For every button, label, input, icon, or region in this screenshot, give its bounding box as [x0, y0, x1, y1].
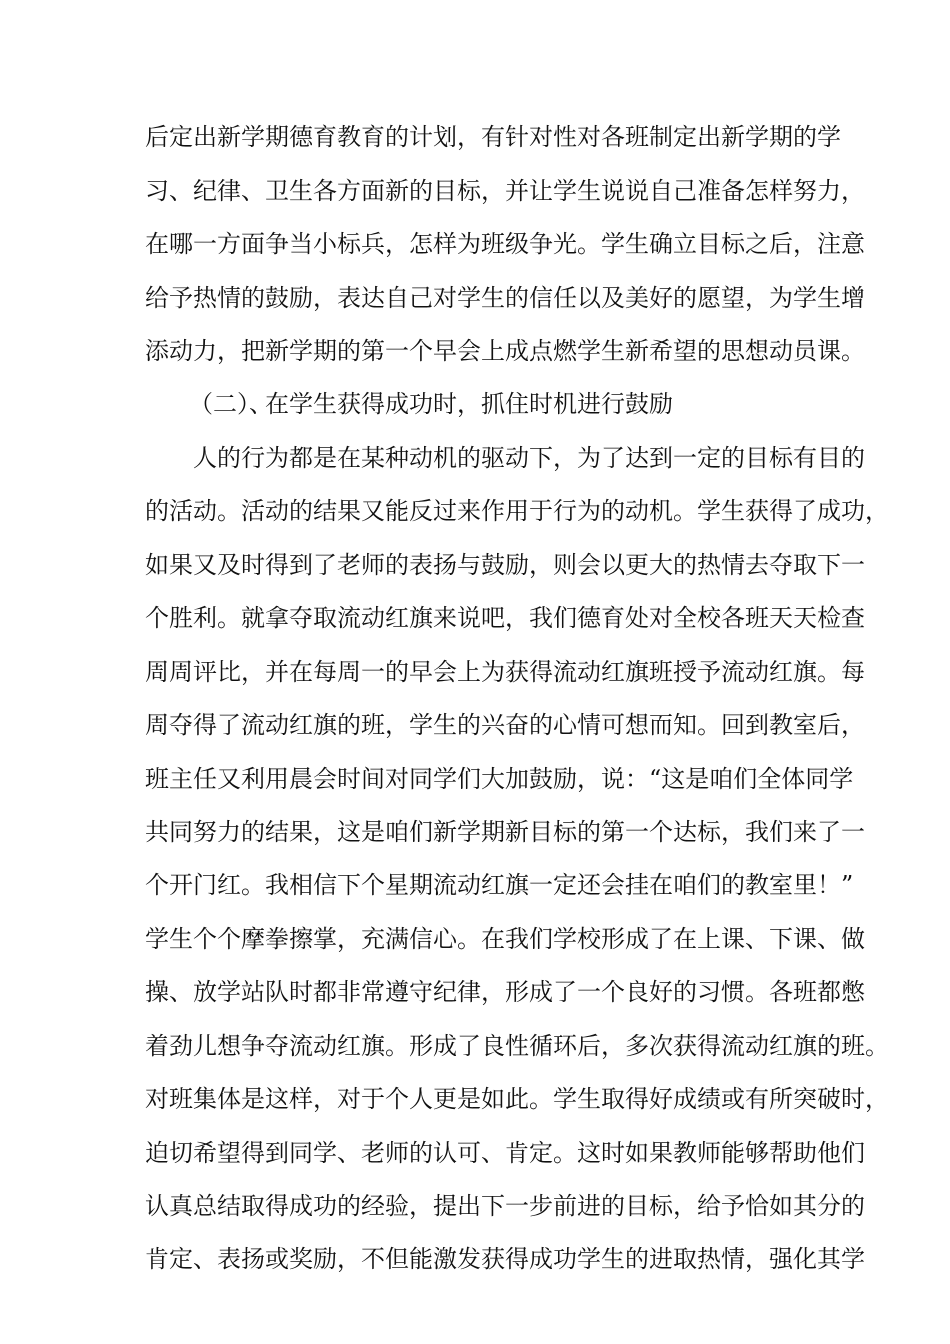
paragraph-line: 个胜利。就拿夺取流动红旗来说吧，我们德育处对全校各班天天检查 — [145, 604, 865, 632]
paragraph-line: 学生个个摩拳擦掌，充满信心。在我们学校形成了在上课、下课、做 — [145, 925, 865, 953]
section-heading — [189, 389, 673, 419]
paragraph-line: 后定出新学期德育教育的计划，有针对性对各班制定出新学期的学 — [145, 123, 841, 151]
paragraph-line: 的活动。活动的结果又能反过来作用于行为的动机。学生获得了成功， — [145, 497, 889, 525]
section-title: 在学生获得成功时，抓住时机进行鼓励 — [265, 390, 673, 418]
paragraph-line: 着劲儿想争夺流动红旗。形成了良性循环后，多次获得流动红旗的班。 — [145, 1032, 889, 1060]
paragraph-line: 习、纪律、卫生各方面新的目标，并让学生说说自己准备怎样努力， — [145, 177, 865, 205]
paragraph-line: 个开门红。我相信下个星期流动红旗一定还会挂在咱们的教室里！” — [145, 871, 854, 899]
paragraph-line: 操、放学站队时都非常遵守纪律，形成了一个良好的习惯。各班都憋 — [145, 978, 865, 1006]
paragraph-line: 迫切希望得到同学、老师的认可、肯定。这时如果教师能够帮助他们 — [145, 1139, 865, 1167]
paragraph-line: 共同努力的结果，这是咱们新学期新目标的第一个达标，我们来了一 — [145, 818, 865, 846]
paragraph-line: 如果又及时得到了老师的表扬与鼓励，则会以更大的热情去夺取下一 — [145, 551, 865, 579]
paragraph-line: 认真总结取得成功的经验，提出下一步前进的目标，给予恰如其分的 — [145, 1192, 865, 1220]
section-number: （二）、 — [189, 390, 273, 418]
paragraph-line: 班主任又利用晨会时间对同学们大加鼓励，说：“这是咱们全体同学 — [145, 765, 854, 793]
paragraph-line: 周夺得了流动红旗的班，学生的兴奋的心情可想而知。回到教室后， — [145, 711, 865, 739]
paragraph-line: 人的行为都是在某种动机的驱动下，为了达到一定的目标有目的 — [193, 444, 865, 472]
paragraph-line: 添动力，把新学期的第一个早会上成点燃学生新希望的思想动员课。 — [145, 337, 865, 365]
paragraph-line: 给予热情的鼓励，表达自己对学生的信任以及美好的愿望，为学生增 — [145, 284, 865, 312]
paragraph-line: 对班集体是这样，对于个人更是如此。学生取得好成绩或有所突破时， — [145, 1085, 889, 1113]
paragraph-line: 周周评比，并在每周一的早会上为获得流动红旗班授予流动红旗。每 — [145, 658, 865, 686]
paragraph-line: 在哪一方面争当小标兵，怎样为班级争光。学生确立目标之后，注意 — [145, 230, 865, 258]
paragraph-line: 肯定、表扬或奖励，不但能激发获得成功学生的进取热情，强化其学 — [145, 1245, 865, 1273]
